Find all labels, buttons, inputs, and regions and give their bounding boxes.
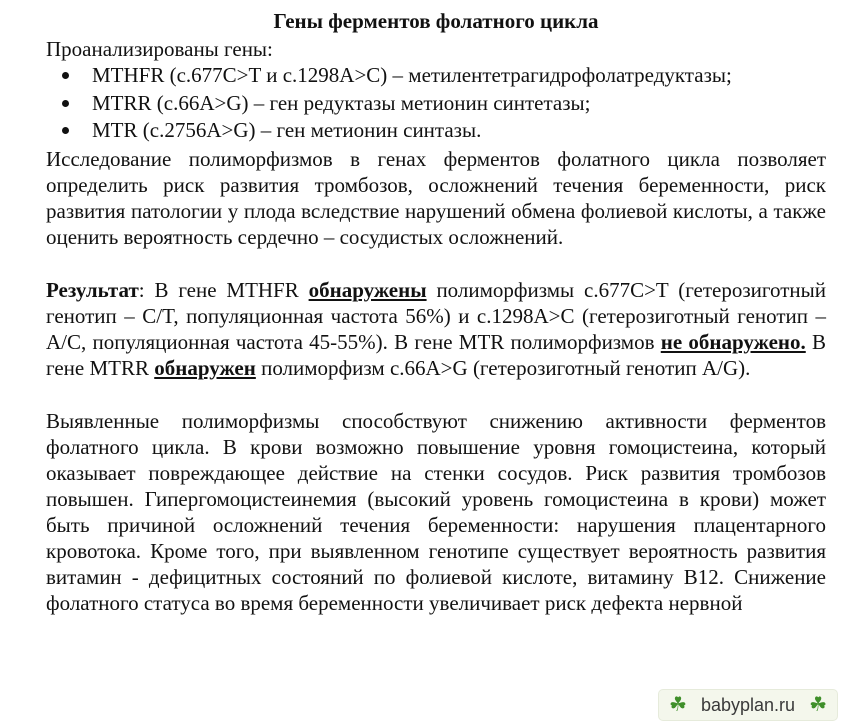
document-page (46, 8, 826, 616)
bullet-icon (62, 100, 69, 107)
result-paragraph (46, 277, 826, 381)
result-text: полиморфизмы c.677C>T (гетерозиготный генотип – C/T, популяционная частота 56%) и c.1298A>C (гетерозиготный генотип – A/C, популяционная частота 45-55%). В гене MTR полиморфизмов (46, 277, 826, 354)
watermark-text: babyplan.ru (700, 694, 796, 715)
document-title: Гены ферментов фолатного цикла (273, 9, 599, 33)
gene-item-text: MTHFR (c.677C>T и c.1298A>C) – метилентетрагидрофолатредуктазы; (92, 63, 732, 87)
watermark (659, 690, 837, 720)
found-mthfr: обнаружены (308, 277, 427, 302)
clover-icon: ☘ (809, 694, 827, 716)
not-found-mtr: не обнаружено. (660, 329, 806, 354)
found-mtrr: обнаружен (154, 355, 256, 380)
list-item (46, 117, 826, 145)
list-item (46, 90, 826, 118)
bullet-icon (62, 72, 69, 79)
intro-paragraph: Исследование полиморфизмов в генах ферментов фолатного цикла позволяет определить риск развития тромбозов, осложнений течения беременности, риск развития патологии у плода вследствие нарушений обмена фолиевой кислоты, а также оценить вероятность сердечно – сосудистых осложнений. (46, 146, 826, 249)
result-text: В гене MTRR (46, 329, 826, 380)
gene-item-text: MTR (c.2756A>G) – ген метионин синтазы. (92, 118, 482, 142)
genes-lead: Проанализированы гены: (46, 37, 273, 61)
result-text: : В гене MTHFR (138, 277, 309, 302)
result-text: полиморфизм c.66A>G (гетерозиготный генотип A/G). (255, 355, 751, 380)
list-item (46, 62, 826, 90)
gene-item-text: MTRR (c.66A>G) – ген редуктазы метионин синтетазы; (92, 90, 591, 115)
result-label: Результат (46, 277, 139, 302)
conclusion-paragraph: Выявленные полиморфизмы способствуют снижению активности ферментов фолатного цикла. В крови возможно повышение уровня гомоцистеина, который оказывает повреждающее действие на стенки сосудов. Риск развития тромбозов повышен. Гипергомоцистеинемия (высокий уровень гомоцистеина в крови) может быть причиной осложнений течения беременности: нарушения плацентарного кровотока. Кроме того, при выявленном генотипе существует вероятность развития витамин - дефицитных состояний по фолиевой кислоте, витамину B12. Снижение фолатного статуса во время беременности увеличивает риск дефекта нервной (46, 408, 826, 615)
bullet-icon (62, 127, 69, 134)
genes-list (46, 62, 826, 145)
clover-icon: ☘ (669, 694, 687, 716)
